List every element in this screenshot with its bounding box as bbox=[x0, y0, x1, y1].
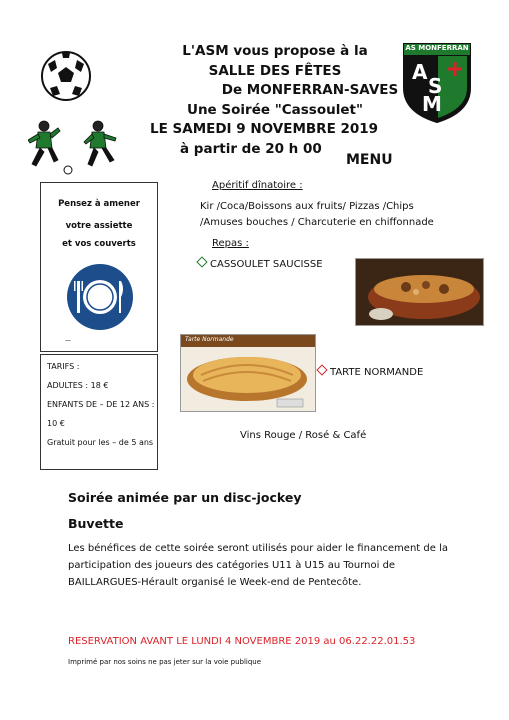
cassoulet-dish-icon bbox=[356, 259, 483, 325]
menu-title: MENU bbox=[346, 152, 393, 168]
tarif-adults: ADULTES : 18 € bbox=[47, 381, 109, 390]
notice-mark: — bbox=[65, 337, 71, 344]
dish-label: TARTE NORMANDE bbox=[330, 367, 424, 378]
header-line: SALLE DES FÊTES bbox=[208, 62, 342, 79]
tart-icon bbox=[181, 335, 315, 411]
tarifs-box bbox=[40, 354, 158, 470]
dish-cassoulet bbox=[198, 258, 323, 270]
header-line: Une Soirée "Cassoulet" bbox=[186, 101, 363, 118]
logo-letter: S bbox=[428, 74, 443, 98]
aperitif-line: Kir /Coca/Boissons aux fruits/ Pizzas /Chips bbox=[200, 201, 414, 212]
tarifs-title: TARIFS : bbox=[47, 362, 80, 371]
dish-label: CASSOULET SAUCISSE bbox=[210, 259, 323, 270]
dish-tarte bbox=[318, 366, 423, 378]
notice-box bbox=[40, 182, 158, 352]
aperitif-line: /Amuses bouches / Charcuterie en chiffonnade bbox=[200, 217, 434, 228]
tarif-children: ENFANTS DE – DE 12 ANS : bbox=[47, 400, 155, 409]
notice-line: et vos couverts bbox=[62, 239, 136, 249]
asm-logo bbox=[402, 42, 472, 124]
tarif-children-price: 10 € bbox=[47, 419, 65, 428]
header-line: à partir de 20 h 00 bbox=[180, 140, 322, 157]
benefits-paragraph bbox=[68, 540, 448, 591]
header-line: De MONFERRAN-SAVES bbox=[221, 82, 399, 98]
diamond-bullet-icon bbox=[316, 364, 327, 375]
plate-cutlery-icon bbox=[66, 263, 134, 331]
football-icon bbox=[40, 50, 92, 102]
paragraph-line: Les bénéfices de cette soirée seront utilisés pour aider le financement de la bbox=[68, 543, 448, 554]
footer-note: Imprimé par nos soins ne pas jeter sur la voie publique bbox=[68, 658, 262, 666]
paragraph-line: BAILLARGUES-Hérault organisé le Week-end de Pentecôte. bbox=[68, 577, 362, 588]
cassoulet-photo bbox=[355, 258, 484, 326]
aperitif-label: Apéritif dînatoire : bbox=[212, 180, 303, 191]
header-line: LE SAMEDI 9 NOVEMBRE 2019 bbox=[150, 121, 379, 137]
logo-letter: A bbox=[412, 60, 428, 84]
event-header bbox=[150, 42, 400, 159]
header-line: L'ASM vous propose à la bbox=[182, 43, 368, 59]
notice-line: votre assiette bbox=[65, 221, 133, 231]
repas-label: Repas : bbox=[212, 238, 249, 249]
reservation-line: RESERVATION AVANT LE LUNDI 4 NOVEMBRE 2019 au 06.22.22.01.53 bbox=[68, 636, 416, 647]
diamond-bullet-icon bbox=[196, 256, 207, 267]
notice-line: Pensez à amener bbox=[58, 199, 140, 209]
tart-photo bbox=[180, 334, 316, 412]
drinks-line: Vins Rouge / Rosé & Café bbox=[240, 430, 367, 441]
buvette-line: Buvette bbox=[68, 516, 124, 531]
logo-top-text: AS MONFERRAN bbox=[405, 44, 469, 52]
dj-line: Soirée animée par un disc-jockey bbox=[68, 490, 302, 505]
tart-photo-caption: Tarte Normande bbox=[185, 336, 234, 343]
logo-letter: M bbox=[422, 92, 442, 116]
soccer-players-icon bbox=[28, 118, 120, 176]
tarif-free: Gratuit pour les – de 5 ans bbox=[47, 438, 154, 447]
paragraph-line: participation des joueurs des catégories U11 à U15 au Tournoi de bbox=[68, 560, 396, 571]
